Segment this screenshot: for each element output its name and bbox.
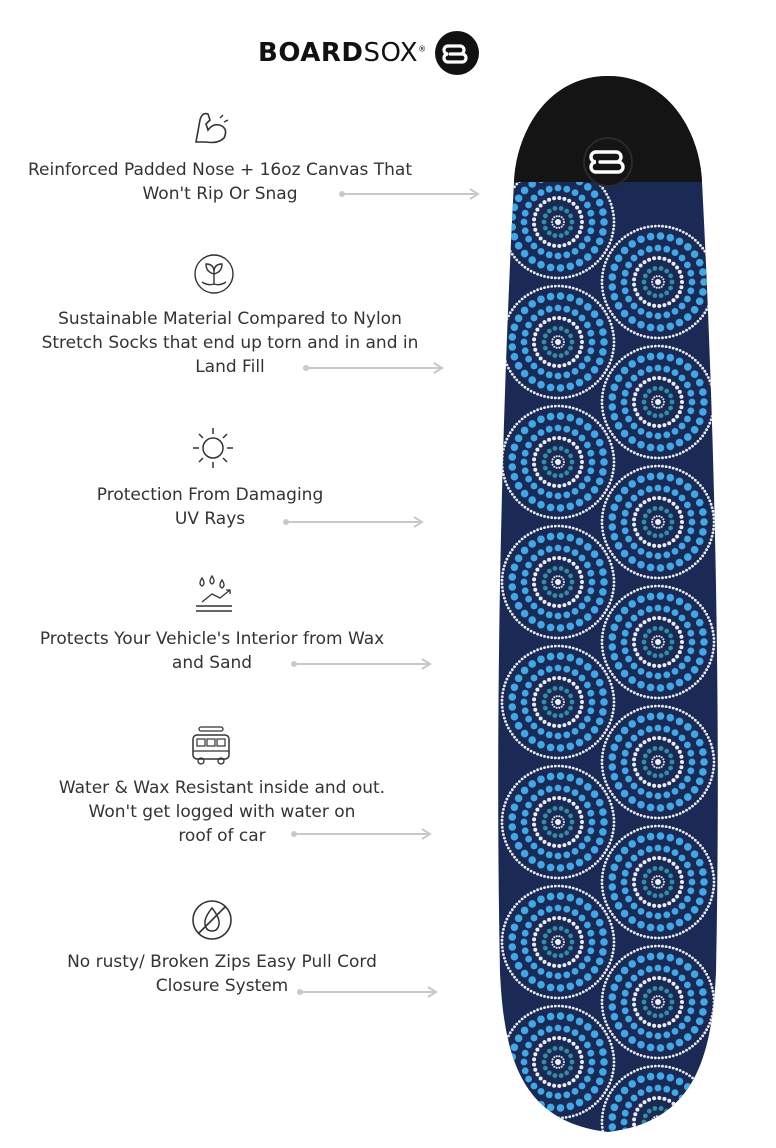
brand-logo bbox=[258, 30, 479, 76]
feature-text: Sustainable Material Compared to Nylon Stretch Socks that end up torn and in and in Land Fill bbox=[41, 309, 419, 377]
flexed-arm-icon bbox=[190, 106, 234, 150]
brand-mark-icon bbox=[435, 31, 479, 75]
eco-leaf-icon bbox=[192, 252, 236, 296]
brand-wordmark: BOARDSOX® bbox=[258, 38, 427, 68]
water-drops-shield-icon bbox=[192, 572, 236, 616]
feature-text: No rusty/ Broken Zips Easy Pull Cord Closure System bbox=[67, 952, 377, 996]
pointer-arrow bbox=[290, 828, 434, 840]
pointer-arrow bbox=[290, 658, 434, 670]
no-water-drop-icon bbox=[190, 898, 234, 942]
feature-text: Water & Wax Resistant inside and out. Won't get logged with water on roof of car bbox=[58, 778, 386, 846]
pointer-arrow bbox=[338, 188, 482, 200]
feature-text: Protection From Damaging UV Rays bbox=[96, 485, 324, 529]
van-with-surfboard-icon bbox=[189, 724, 233, 768]
surfboard-sock-image bbox=[488, 72, 728, 1136]
pointer-arrow bbox=[302, 362, 446, 374]
pointer-arrow bbox=[282, 516, 426, 528]
pointer-arrow bbox=[296, 986, 440, 998]
board-body bbox=[498, 76, 718, 1132]
sun-icon bbox=[191, 426, 235, 470]
feature-text: Protects Your Vehicle's Interior from Wax and Sand bbox=[39, 629, 385, 673]
feature-text: Reinforced Padded Nose + 16oz Canvas That Won't Rip Or Snag bbox=[27, 160, 413, 204]
